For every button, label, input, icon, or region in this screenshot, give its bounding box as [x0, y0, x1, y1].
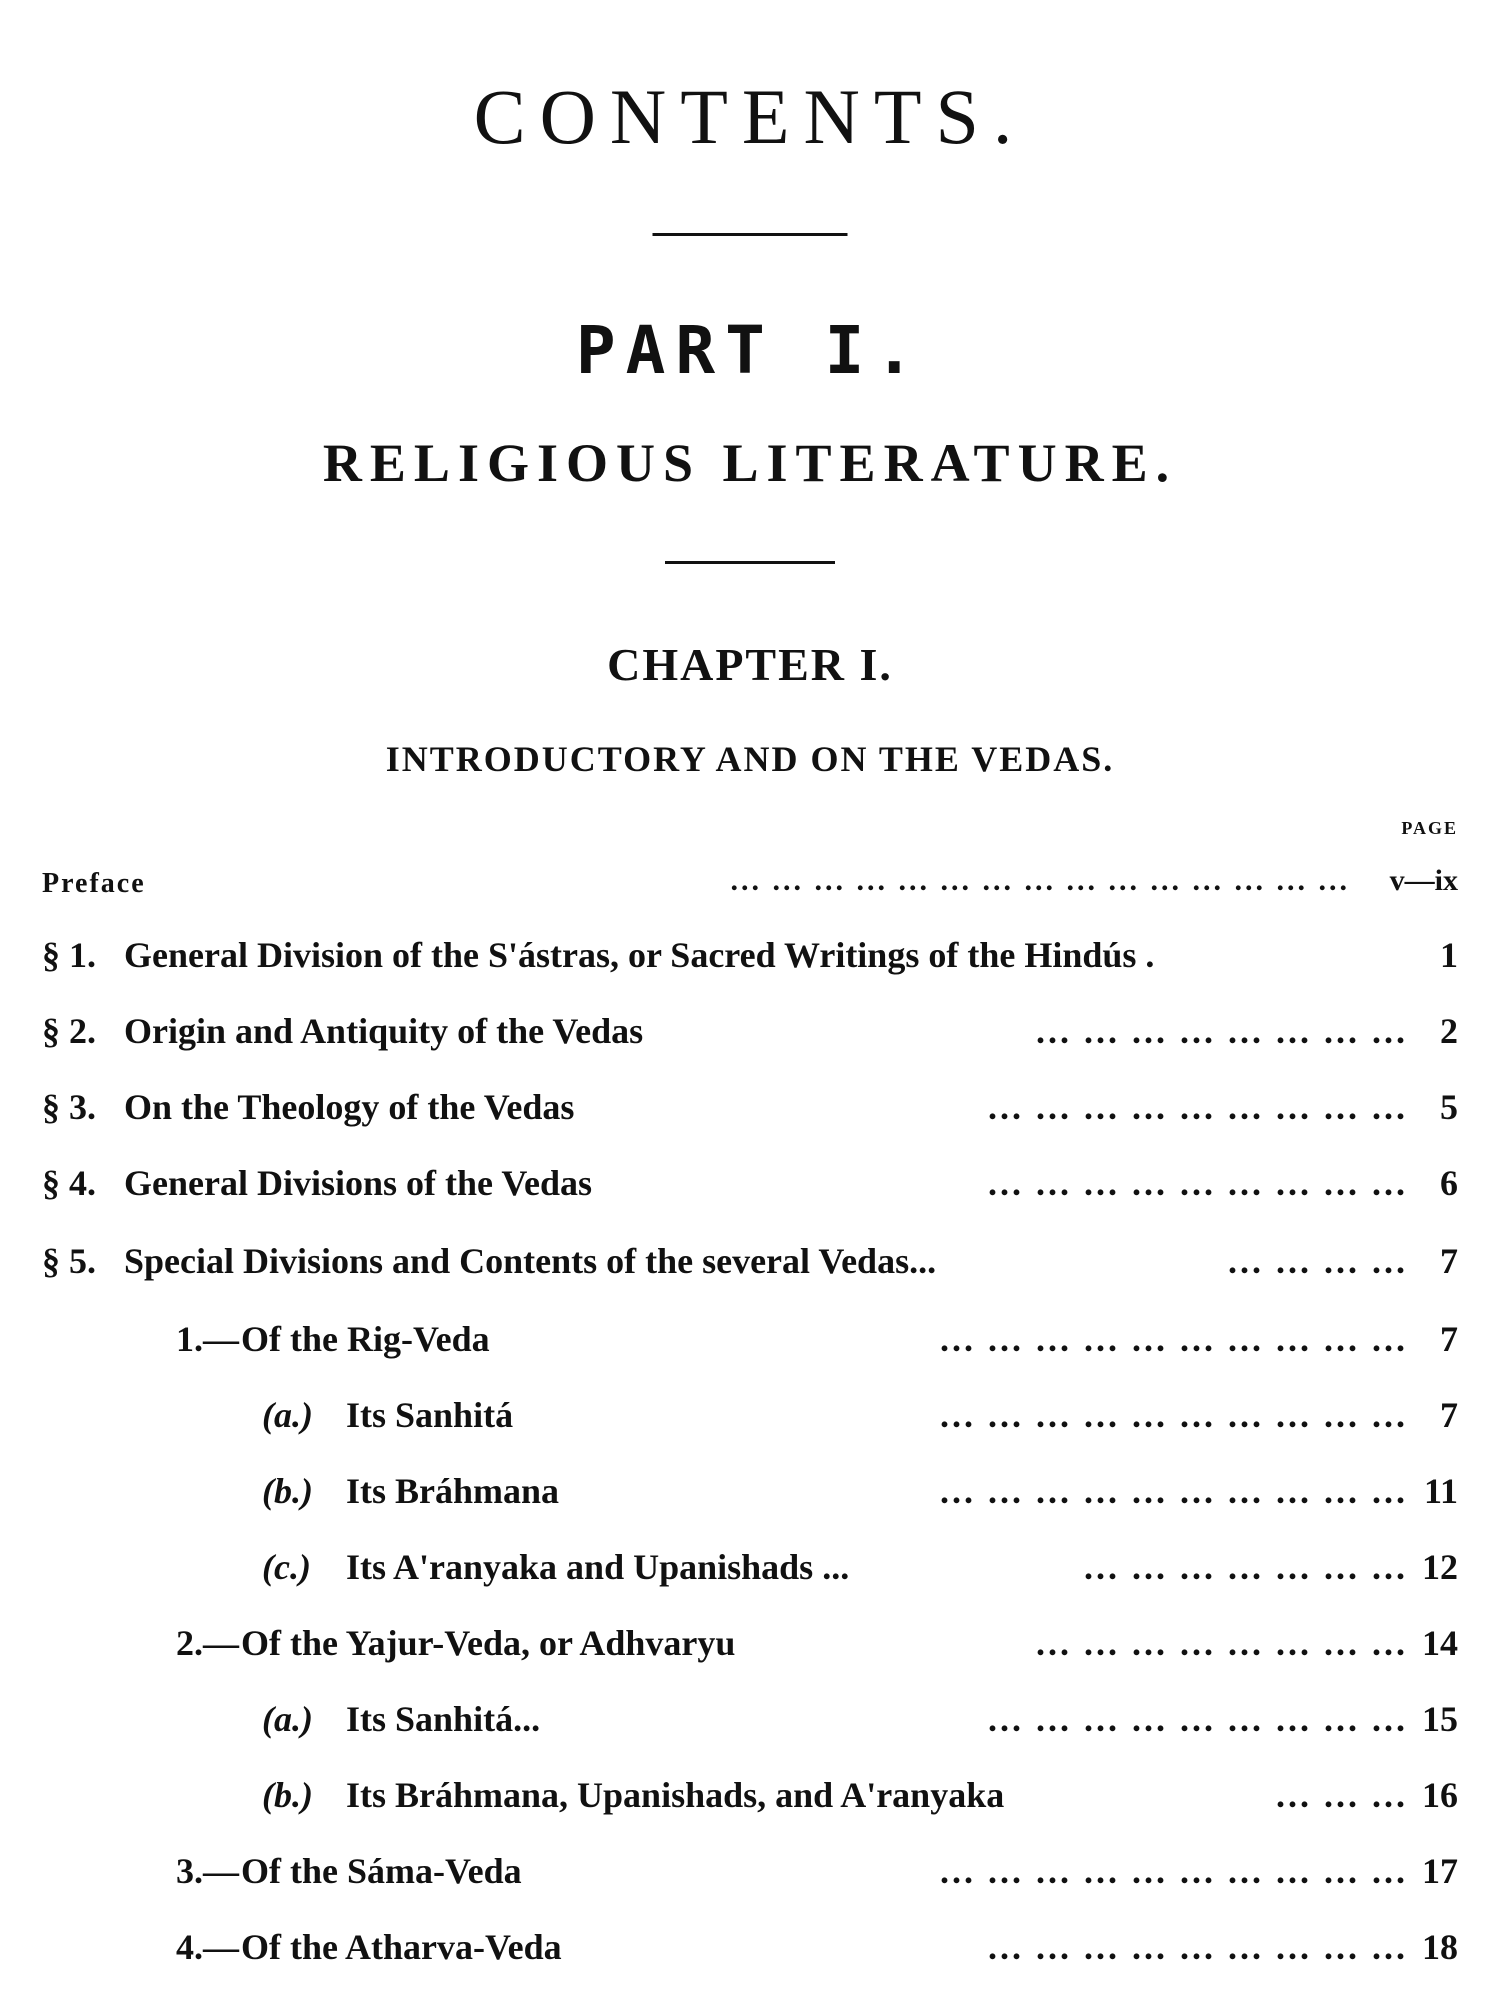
dot-leader: ... ... ... ... ... ... ... ... ... ... — [940, 1471, 1408, 1511]
section-marker: § 4. — [42, 1163, 96, 1203]
section-marker: § 5. — [42, 1241, 96, 1281]
entry-title: General Division of the S'ástras, or Sacred Writings of the Hindús . — [124, 935, 1155, 975]
entry-title: General Divisions of the Vedas — [124, 1163, 593, 1203]
entry-letter: (a.) — [262, 1699, 313, 1739]
entry-title: Origin and Antiquity of the Vedas — [124, 1011, 644, 1051]
entry-title: Its A'ranyaka and Upanishads ... — [346, 1547, 850, 1587]
dot-leader: ... ... ... ... ... ... ... ... ... ... — [940, 1851, 1408, 1891]
page-number: 7 — [1440, 1395, 1458, 1435]
page-number: 14 — [1422, 1623, 1458, 1663]
page-number: 2 — [1440, 1011, 1458, 1051]
entry-number: 1.— — [176, 1319, 239, 1359]
toc-entry[interactable] — [0, 1240, 1500, 1292]
preface-label: Preface — [42, 868, 146, 899]
section-divider — [665, 561, 835, 564]
entry-letter: (b.) — [262, 1775, 313, 1815]
dot-leader: ... ... ... ... ... ... ... ... ... ... — [940, 1395, 1408, 1435]
dot-leader: ... ... ... ... ... ... ... ... — [1036, 1011, 1408, 1051]
dot-leader: ... ... ... ... ... ... ... ... ... — [988, 1087, 1408, 1127]
toc-entry[interactable] — [0, 1394, 1500, 1446]
entry-title: Its Bráhmana — [346, 1471, 560, 1511]
toc-entry[interactable] — [0, 1698, 1500, 1750]
entry-number: 4.— — [176, 1927, 239, 1967]
entry-title: On the Theology of the Vedas — [124, 1087, 575, 1127]
toc-entry[interactable] — [0, 1850, 1500, 1902]
entry-title: Of the Sáma-Veda — [241, 1851, 522, 1891]
entry-title: Of the Yajur-Veda, or Adhvaryu — [241, 1623, 736, 1663]
page-number: 1 — [1440, 935, 1458, 975]
page-number: 7 — [1440, 1319, 1458, 1359]
toc-entry[interactable] — [0, 1086, 1500, 1138]
toc-entry[interactable] — [0, 1162, 1500, 1214]
chapter-subtitle: INTRODUCTORY AND ON THE VEDAS. — [385, 739, 1115, 779]
dot-leader: ... ... ... ... ... ... ... ... — [1036, 1623, 1408, 1663]
entry-letter: (b.) — [262, 1471, 313, 1511]
page-number: 7 — [1440, 1241, 1458, 1281]
dot-leader: ... ... ... ... ... ... ... ... ... — [988, 1927, 1408, 1967]
page-number: 16 — [1422, 1775, 1458, 1815]
title-divider — [653, 233, 848, 236]
page-number: 6 — [1440, 1163, 1458, 1203]
entry-number: 2.— — [176, 1623, 239, 1663]
part-heading: PART I. — [575, 312, 925, 389]
page-number: 17 — [1422, 1851, 1458, 1891]
entry-title: Its Sanhitá... — [346, 1699, 541, 1739]
section-title: RELIGIOUS LITERATURE. — [322, 433, 1178, 493]
toc-preface[interactable] — [0, 860, 1500, 912]
toc-entry[interactable] — [0, 1010, 1500, 1062]
dot-leader: ... ... ... ... ... ... ... ... ... ... ... ... ... ... ... — [730, 864, 1350, 897]
toc-entry[interactable] — [0, 1622, 1500, 1674]
section-marker: § 2. — [42, 1011, 96, 1051]
section-marker: § 3. — [42, 1087, 96, 1127]
page-title: CONTENTS. — [473, 73, 1027, 160]
entry-title: Of the Atharva-Veda — [241, 1927, 562, 1967]
page-number: 5 — [1440, 1087, 1458, 1127]
dot-leader: ... ... ... ... ... ... ... ... ... ... — [940, 1319, 1408, 1359]
toc-entry[interactable] — [0, 934, 1500, 986]
page-number: 15 — [1422, 1699, 1458, 1739]
entry-title: Of the Rig-Veda — [241, 1319, 490, 1359]
chapter-heading: CHAPTER I. — [607, 639, 893, 690]
toc-entry[interactable] — [0, 1774, 1500, 1826]
dot-leader: ... ... ... ... ... ... ... — [1084, 1547, 1408, 1587]
entry-letter: (c.) — [262, 1547, 311, 1587]
toc-entry[interactable] — [0, 1470, 1500, 1522]
dot-leader: ... ... ... ... — [1228, 1241, 1408, 1281]
entry-title: Its Sanhitá — [346, 1395, 514, 1435]
page-number: v—ix — [1389, 864, 1458, 897]
dot-leader: ... ... ... — [1276, 1775, 1408, 1815]
entry-number: 3.— — [176, 1851, 239, 1891]
toc-entry[interactable] — [0, 1546, 1500, 1598]
page-number: 12 — [1422, 1547, 1458, 1587]
dot-leader: ... ... ... ... ... ... ... ... ... — [988, 1699, 1408, 1739]
entry-title: Special Divisions and Contents of the several Vedas... — [124, 1241, 937, 1281]
page-number: 18 — [1422, 1927, 1458, 1967]
entry-title: Its Bráhmana, Upanishads, and A'ranyaka — [346, 1775, 1005, 1815]
entry-letter: (a.) — [262, 1395, 313, 1435]
page-column-label: PAGE — [1401, 818, 1458, 838]
toc-entry[interactable] — [0, 1318, 1500, 1370]
dot-leader: ... ... ... ... ... ... ... ... ... — [988, 1163, 1408, 1203]
section-marker: § 1. — [42, 935, 96, 975]
toc-entry[interactable] — [0, 1926, 1500, 1978]
page-number: 11 — [1423, 1471, 1458, 1511]
